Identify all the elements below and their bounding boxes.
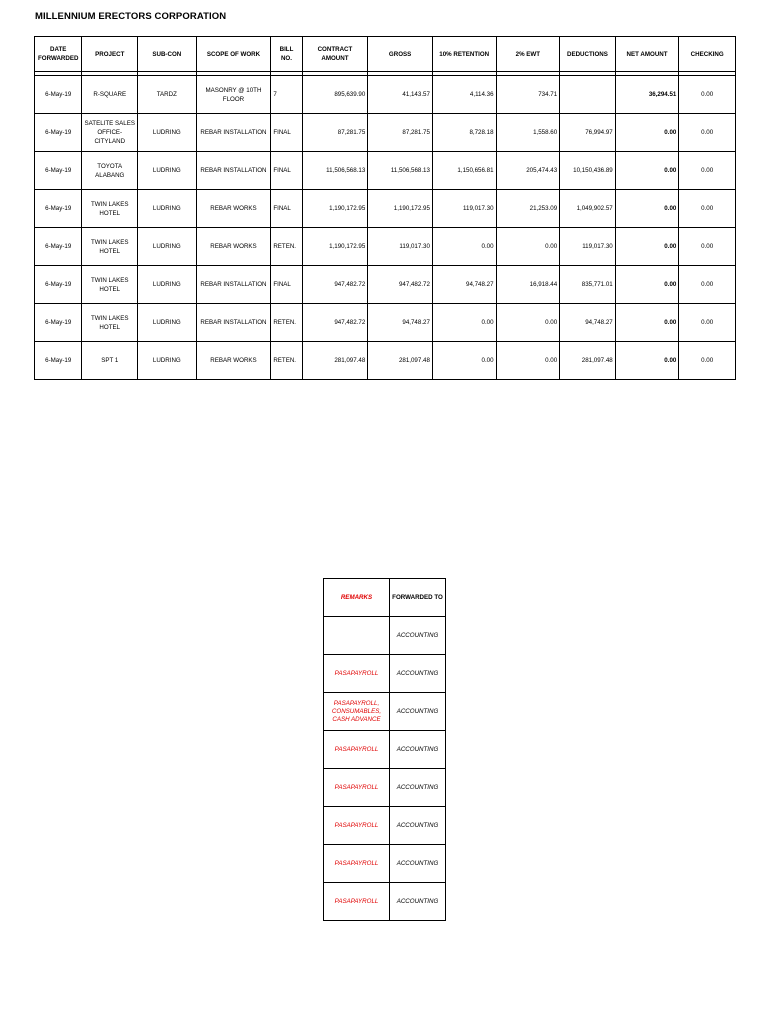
cell-ewt: 1,558.60 [496, 114, 560, 152]
cell-contract: 87,281.75 [302, 114, 368, 152]
header-remarks: REMARKS [324, 579, 390, 617]
cell-net: 0.00 [615, 304, 679, 342]
remarks-row [324, 731, 446, 769]
cell-scope: MASONRY @ 10TH FLOOR [196, 76, 271, 114]
cell-net: 0.00 [615, 342, 679, 380]
cell-remarks: PASAPAYROLL [324, 807, 390, 845]
cell-forwarded-to: ACCOUNTING [390, 845, 446, 883]
cell-retention: 0.00 [432, 228, 496, 266]
cell-bill: RETEN. [271, 304, 302, 342]
table-row [35, 114, 736, 152]
cell-contract: 1,190,172.95 [302, 190, 368, 228]
cell-contract: 895,639.90 [302, 76, 368, 114]
remarks-row [324, 655, 446, 693]
cell-subcon: LUDRING [138, 266, 197, 304]
header-bill: BILL NO. [271, 37, 302, 72]
header-ewt: 2% EWT [496, 37, 560, 72]
cell-contract: 947,482.72 [302, 266, 368, 304]
header-deductions: DEDUCTIONS [560, 37, 616, 72]
header-forwarded-to: FORWARDED TO [390, 579, 446, 617]
table-row [35, 76, 736, 114]
header-contract: CONTRACT AMOUNT [302, 37, 368, 72]
cell-checking: 0.00 [679, 190, 736, 228]
cell-checking: 0.00 [679, 152, 736, 190]
cell-gross: 11,506,568.13 [368, 152, 433, 190]
table-row [35, 342, 736, 380]
cell-retention: 119,017.30 [432, 190, 496, 228]
remarks-row [324, 883, 446, 921]
cell-forwarded-to: ACCOUNTING [390, 655, 446, 693]
cell-gross: 119,017.30 [368, 228, 433, 266]
cell-project: TWIN LAKES HOTEL [82, 190, 138, 228]
header-row [35, 37, 736, 72]
remarks-table [323, 578, 446, 921]
cell-retention: 94,748.27 [432, 266, 496, 304]
cell-contract: 947,482.72 [302, 304, 368, 342]
cell-ewt: 734.71 [496, 76, 560, 114]
cell-date: 6-May-19 [35, 76, 82, 114]
cell-date: 6-May-19 [35, 228, 82, 266]
cell-deductions: 119,017.30 [560, 228, 616, 266]
cell-subcon: LUDRING [138, 228, 197, 266]
cell-deductions: 76,994.97 [560, 114, 616, 152]
cell-retention: 1,150,656.81 [432, 152, 496, 190]
header-date: DATE FORWARDED [35, 37, 82, 72]
cell-subcon: LUDRING [138, 114, 197, 152]
header-project: PROJECT [82, 37, 138, 72]
cell-checking: 0.00 [679, 304, 736, 342]
header-scope: SCOPE OF WORK [196, 37, 271, 72]
cell-project: R-SQUARE [82, 76, 138, 114]
cell-retention: 0.00 [432, 304, 496, 342]
cell-date: 6-May-19 [35, 114, 82, 152]
cell-date: 6-May-19 [35, 152, 82, 190]
cell-net: 0.00 [615, 114, 679, 152]
cell-retention: 0.00 [432, 342, 496, 380]
cell-project: SATELITE SALES OFFICE-CITYLAND [82, 114, 138, 152]
company-title: MILLENNIUM ERECTORS CORPORATION [35, 11, 227, 22]
cell-scope: REBAR WORKS [196, 228, 271, 266]
cell-date: 6-May-19 [35, 190, 82, 228]
cell-remarks [324, 617, 390, 655]
cell-bill: 7 [271, 76, 302, 114]
cell-subcon: LUDRING [138, 304, 197, 342]
cell-scope: REBAR WORKS [196, 190, 271, 228]
cell-ewt: 0.00 [496, 228, 560, 266]
cell-checking: 0.00 [679, 342, 736, 380]
cell-bill: FINAL [271, 152, 302, 190]
header-checking: CHECKING [679, 37, 736, 72]
cell-ewt: 21,253.09 [496, 190, 560, 228]
cell-ewt: 205,474.43 [496, 152, 560, 190]
cell-project: TWIN LAKES HOTEL [82, 266, 138, 304]
cell-forwarded-to: ACCOUNTING [390, 769, 446, 807]
cell-deductions: 835,771.01 [560, 266, 616, 304]
cell-bill: FINAL [271, 266, 302, 304]
cell-net: 0.00 [615, 190, 679, 228]
cell-remarks: PASAPAYROLL [324, 883, 390, 921]
cell-date: 6-May-19 [35, 342, 82, 380]
cell-deductions: 94,748.27 [560, 304, 616, 342]
cell-forwarded-to: ACCOUNTING [390, 807, 446, 845]
cell-gross: 947,482.72 [368, 266, 433, 304]
table-row [35, 304, 736, 342]
remarks-header-row [324, 579, 446, 617]
cell-gross: 1,190,172.95 [368, 190, 433, 228]
cell-gross: 87,281.75 [368, 114, 433, 152]
cell-ewt: 0.00 [496, 342, 560, 380]
remarks-row [324, 617, 446, 655]
cell-subcon: LUDRING [138, 342, 197, 380]
cell-net: 36,294.51 [615, 76, 679, 114]
cell-net: 0.00 [615, 228, 679, 266]
table-row [35, 190, 736, 228]
cell-contract: 281,097.48 [302, 342, 368, 380]
table-row [35, 228, 736, 266]
remarks-row [324, 769, 446, 807]
cell-contract: 11,506,568.13 [302, 152, 368, 190]
cell-retention: 8,728.18 [432, 114, 496, 152]
cell-net: 0.00 [615, 152, 679, 190]
cell-scope: REBAR INSTALLATION [196, 304, 271, 342]
cell-remarks: PASAPAYROLL [324, 769, 390, 807]
cell-remarks: PASAPAYROLL, CONSUMABLES, CASH ADVANCE [324, 693, 390, 731]
cell-deductions: 1,049,902.57 [560, 190, 616, 228]
cell-scope: REBAR INSTALLATION [196, 152, 271, 190]
header-retention: 10% RETENTION [432, 37, 496, 72]
cell-retention: 4,114.36 [432, 76, 496, 114]
cell-date: 6-May-19 [35, 304, 82, 342]
cell-scope: REBAR WORKS [196, 342, 271, 380]
cell-deductions: 281,097.48 [560, 342, 616, 380]
cell-contract: 1,190,172.95 [302, 228, 368, 266]
header-subcon: SUB-CON [138, 37, 197, 72]
cell-checking: 0.00 [679, 228, 736, 266]
cell-remarks: PASAPAYROLL [324, 731, 390, 769]
cell-forwarded-to: ACCOUNTING [390, 693, 446, 731]
cell-bill: RETEN. [271, 228, 302, 266]
cell-forwarded-to: ACCOUNTING [390, 883, 446, 921]
cell-gross: 41,143.57 [368, 76, 433, 114]
cell-deductions: 10,150,436.89 [560, 152, 616, 190]
cell-forwarded-to: ACCOUNTING [390, 617, 446, 655]
table-row [35, 266, 736, 304]
remarks-row [324, 807, 446, 845]
cell-scope: REBAR INSTALLATION [196, 266, 271, 304]
billing-table [34, 36, 736, 380]
cell-subcon: LUDRING [138, 190, 197, 228]
cell-checking: 0.00 [679, 266, 736, 304]
cell-bill: FINAL [271, 114, 302, 152]
cell-project: SPT 1 [82, 342, 138, 380]
cell-project: TWIN LAKES HOTEL [82, 304, 138, 342]
table-row [35, 152, 736, 190]
cell-net: 0.00 [615, 266, 679, 304]
cell-ewt: 16,918.44 [496, 266, 560, 304]
header-gross: GROSS [368, 37, 433, 72]
remarks-row [324, 845, 446, 883]
cell-forwarded-to: ACCOUNTING [390, 731, 446, 769]
header-net: NET AMOUNT [615, 37, 679, 72]
cell-gross: 94,748.27 [368, 304, 433, 342]
cell-bill: RETEN. [271, 342, 302, 380]
cell-remarks: PASAPAYROLL [324, 845, 390, 883]
cell-scope: REBAR INSTALLATION [196, 114, 271, 152]
cell-subcon: TARDZ [138, 76, 197, 114]
cell-checking: 0.00 [679, 114, 736, 152]
cell-project: TOYOTA ALABANG [82, 152, 138, 190]
cell-ewt: 0.00 [496, 304, 560, 342]
cell-checking: 0.00 [679, 76, 736, 114]
cell-project: TWIN LAKES HOTEL [82, 228, 138, 266]
cell-deductions [560, 76, 616, 114]
cell-gross: 281,097.48 [368, 342, 433, 380]
cell-remarks: PASAPAYROLL [324, 655, 390, 693]
remarks-row [324, 693, 446, 731]
cell-subcon: LUDRING [138, 152, 197, 190]
cell-bill: FINAL [271, 190, 302, 228]
cell-date: 6-May-19 [35, 266, 82, 304]
